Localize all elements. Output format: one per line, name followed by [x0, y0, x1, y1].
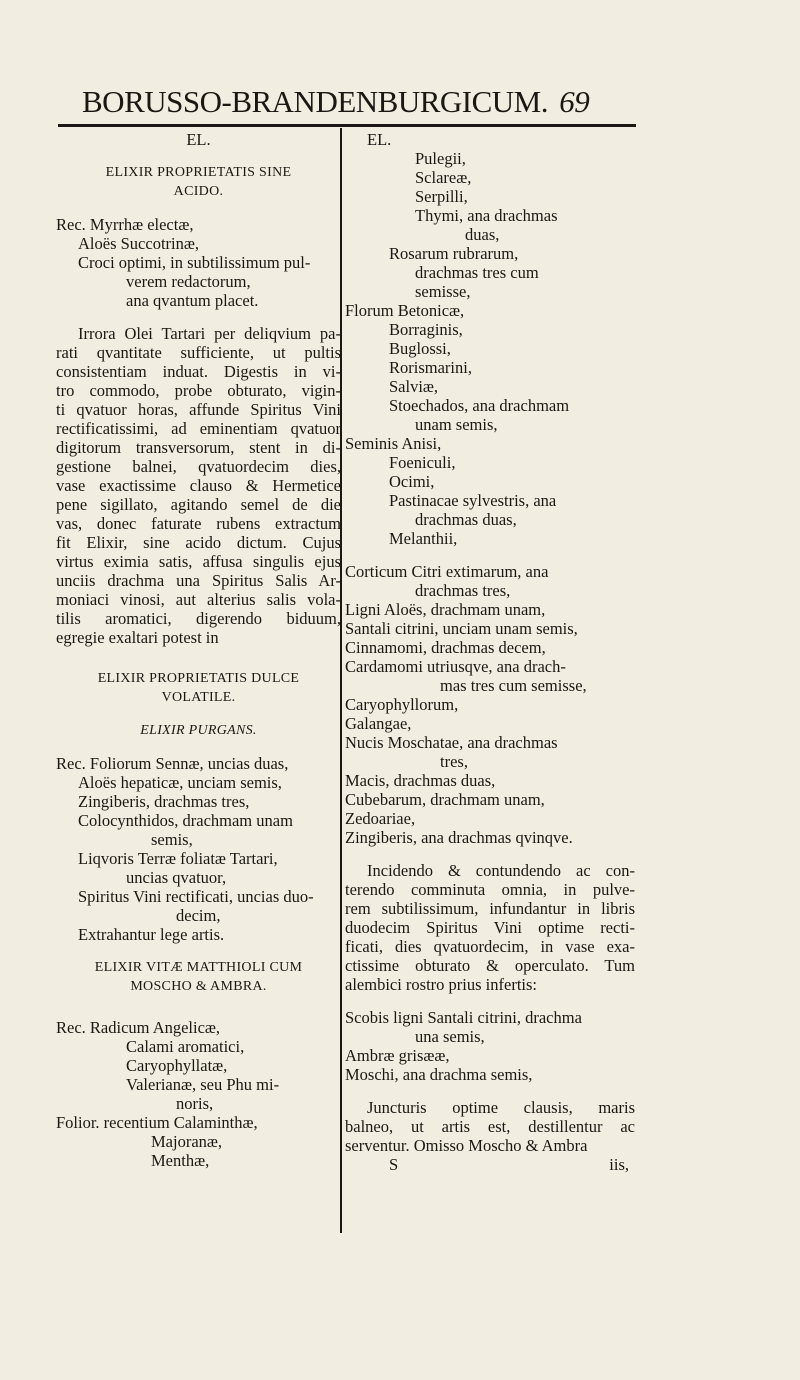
- left-column: [56, 130, 341, 1170]
- paragraph-line: pene sigillato, agitando semel de die: [56, 495, 341, 514]
- paragraph-line: Irrora Olei Tartari per deliqvium pa-: [78, 324, 341, 343]
- recipe-line: drachmas duas,: [415, 510, 517, 529]
- paragraph-line: moniaci vinosi, aut alterius salis vola-: [56, 590, 341, 609]
- catchword: iis,: [609, 1155, 629, 1174]
- paragraph-line: consistentiam induat. Digestis in vi-: [56, 362, 341, 381]
- recipe-line: Pastinacae sylvestris, ana: [389, 491, 557, 510]
- recipe-line: Corticum Citri extimarum, ana: [345, 562, 549, 581]
- paragraph-line: virtus eximia satis, affusa singulis ejus: [56, 552, 341, 571]
- paragraph-line: vas, donec faturate rubens extractum: [56, 514, 341, 533]
- section-title: MOSCHO & AMBRA.: [130, 979, 267, 994]
- signature-line: [345, 1155, 635, 1174]
- paragraph-line: rati qvantitate sufficiente, ut pultis: [56, 343, 341, 362]
- running-header: [82, 84, 642, 120]
- recipe-line: Caryophyllorum,: [345, 695, 459, 714]
- paragraph-line: ficati, dies qvatuordecim, in vase exa-: [345, 937, 635, 956]
- paragraph-line: egregie exaltari potest in: [56, 628, 219, 647]
- recipe-line: unam semis,: [415, 415, 498, 434]
- recipe-line: Rec. Myrrhæ electæ,: [56, 215, 194, 234]
- recipe-line: Seminis Anisi,: [345, 434, 442, 453]
- recipe-line: drachmas tres cum: [415, 263, 539, 282]
- recipe-line: Melanthii,: [389, 529, 458, 548]
- recipe-line: Rorismarini,: [389, 358, 472, 377]
- paragraph-line: ctissime obturato & operculato. Tum: [345, 956, 635, 975]
- recipe-line: decim,: [176, 906, 221, 925]
- recipe-line: Cubebarum, drachmam unam,: [345, 790, 545, 809]
- paragraph-line: unciis drachma una Spiritus Salis Ar-: [56, 571, 341, 590]
- recipe-line: Calami aromatici,: [126, 1037, 245, 1056]
- column-head: EL.: [186, 130, 211, 149]
- spacer: [56, 149, 341, 163]
- paragraph-line: serventur. Omisso Moscho & Ambra: [345, 1136, 588, 1155]
- recipe-line: Cinnamomi, drachmas decem,: [345, 638, 546, 657]
- recipe-line: Zedoariae,: [345, 809, 416, 828]
- recipe-line: Foeniculi,: [389, 453, 456, 472]
- recipe-line: semisse,: [415, 282, 471, 301]
- paragraph-line: Juncturis optime clausis, maris: [367, 1098, 635, 1117]
- paragraph-line: tro commodo, probe obturato, vigin-: [56, 381, 341, 400]
- recipe-line: Serpilli,: [415, 187, 468, 206]
- recipe-line: Croci optimi, in subtilissimum pul-: [78, 253, 311, 272]
- recipe-line: Spiritus Vini rectificati, uncias duo-: [78, 887, 314, 906]
- spacer: [56, 944, 341, 958]
- spacer: [56, 201, 341, 215]
- recipe-line: Aloës hepaticæ, unciam semis,: [78, 773, 282, 792]
- recipe-line: mas tres cum semisse,: [440, 676, 587, 695]
- page-number: 69: [559, 84, 590, 119]
- section-title: ELIXIR PROPRIETATIS SINE: [105, 165, 292, 180]
- spacer: [345, 1084, 635, 1098]
- recipe-line: Borraginis,: [389, 320, 463, 339]
- recipe-line: Ligni Aloës, drachmam unam,: [345, 600, 546, 619]
- recipe-line: Galangae,: [345, 714, 412, 733]
- paragraph-line: gestione balnei, qvatuordecim dies,: [56, 457, 341, 476]
- recipe-line: tres,: [440, 752, 468, 771]
- recipe-line: Aloës Succotrinæ,: [78, 234, 199, 253]
- spacer: [56, 996, 341, 1018]
- recipe-line: Nucis Moschatae, ana drachmas: [345, 733, 558, 752]
- recipe-line: Folior. recentium Calaminthæ,: [56, 1113, 258, 1132]
- paragraph-line: Incidendo & contundendo ac con-: [367, 861, 635, 880]
- paragraph-line: digitorum transversorum, stent in di-: [56, 438, 341, 457]
- recipe-line: Stoechados, ana drachmam: [389, 396, 570, 415]
- recipe-line: Salviæ,: [389, 377, 439, 396]
- spacer: [56, 740, 341, 754]
- recipe-line: Colocynthidos, drachmam unam: [78, 811, 293, 830]
- header-rule: [58, 124, 636, 127]
- recipe-line: Santali citrini, unciam unam semis,: [345, 619, 578, 638]
- spacer: [345, 847, 635, 861]
- paragraph-line: vase exactissime clauso & Hermetice: [56, 476, 341, 495]
- recipe-line: duas,: [465, 225, 500, 244]
- recipe-line: semis,: [151, 830, 193, 849]
- recipe-line: Pulegii,: [415, 149, 466, 168]
- recipe-line: Liqvoris Terræ foliatæ Tartari,: [78, 849, 278, 868]
- header-title: BORUSSO-BRANDENBURGICUM.: [82, 84, 548, 119]
- recipe-line: Valerianæ, seu Phu mi-: [126, 1075, 280, 1094]
- recipe-line: Extrahantur lege artis.: [78, 925, 225, 944]
- recipe-line: Rosarum rubrarum,: [389, 244, 519, 263]
- spacer: [56, 647, 341, 669]
- recipe-line: Menthæ,: [151, 1151, 210, 1170]
- section-title: ACIDO.: [173, 184, 224, 199]
- section-title: ELIXIR PURGANS.: [140, 723, 257, 738]
- recipe-line: drachmas tres,: [415, 581, 511, 600]
- paragraph-line: terendo comminuta omnia, in pulve-: [345, 880, 635, 899]
- spacer: [56, 310, 341, 324]
- paragraph-line: ti qvatuor horas, affunde Spiritus Vini: [56, 400, 341, 419]
- recipe-line: Zingiberis, ana drachmas qvinqve.: [345, 828, 573, 847]
- paragraph-line: balneo, ut artis est, destillentur ac: [345, 1117, 635, 1136]
- recipe-line: una semis,: [415, 1027, 485, 1046]
- recipe-line: Majoranæ,: [151, 1132, 223, 1151]
- recipe-line: ana qvantum placet.: [126, 291, 259, 310]
- recipe-line: Zingiberis, drachmas tres,: [78, 792, 250, 811]
- recipe-line: Rec. Radicum Angelicæ,: [56, 1018, 221, 1037]
- section-title: VOLATILE.: [161, 690, 236, 705]
- recipe-line: Scobis ligni Santali citrini, drachma: [345, 1008, 582, 1027]
- paragraph-line: rem subtilissimum, infundantur in libris: [345, 899, 635, 918]
- recipe-line: Moschi, ana drachma semis,: [345, 1065, 533, 1084]
- right-column: [345, 130, 635, 1174]
- recipe-line: Rec. Foliorum Sennæ, uncias duas,: [56, 754, 289, 773]
- recipe-line: Ocimi,: [389, 472, 435, 491]
- spacer: [345, 994, 635, 1008]
- paragraph-line: fit Elixir, sine acido dictum. Cujus: [56, 533, 341, 552]
- paragraph-line: rectificatissimi, ad eminentiam qvatuor: [56, 419, 341, 438]
- recipe-line: noris,: [176, 1094, 214, 1113]
- column-head: EL.: [367, 130, 392, 149]
- recipe-line: Caryophyllatæ,: [126, 1056, 228, 1075]
- spacer: [345, 548, 635, 562]
- recipe-line: Thymi, ana drachmas: [415, 206, 558, 225]
- recipe-line: Florum Betonicæ,: [345, 301, 465, 320]
- paragraph-line: alembici rostro prius infertis:: [345, 975, 537, 994]
- section-title: ELIXIR VITÆ MATTHIOLI CUM: [94, 960, 303, 975]
- spacer: [56, 707, 341, 721]
- paragraph-line: duodecim Spiritus Vini optime recti-: [345, 918, 635, 937]
- recipe-line: Macis, drachmas duas,: [345, 771, 496, 790]
- recipe-line: Cardamomi utriusqve, ana drach-: [345, 657, 566, 676]
- recipe-line: Ambræ grisææ,: [345, 1046, 450, 1065]
- paragraph-line: tilis aromatici, digerendo biduum,: [56, 609, 341, 628]
- section-title: ELIXIR PROPRIETATIS DULCE: [97, 671, 300, 686]
- recipe-line: verem redactorum,: [126, 272, 251, 291]
- recipe-line: Buglossi,: [389, 339, 451, 358]
- recipe-line: uncias qvatuor,: [126, 868, 227, 887]
- recipe-line: Sclareæ,: [415, 168, 472, 187]
- signature-mark: S: [389, 1155, 399, 1174]
